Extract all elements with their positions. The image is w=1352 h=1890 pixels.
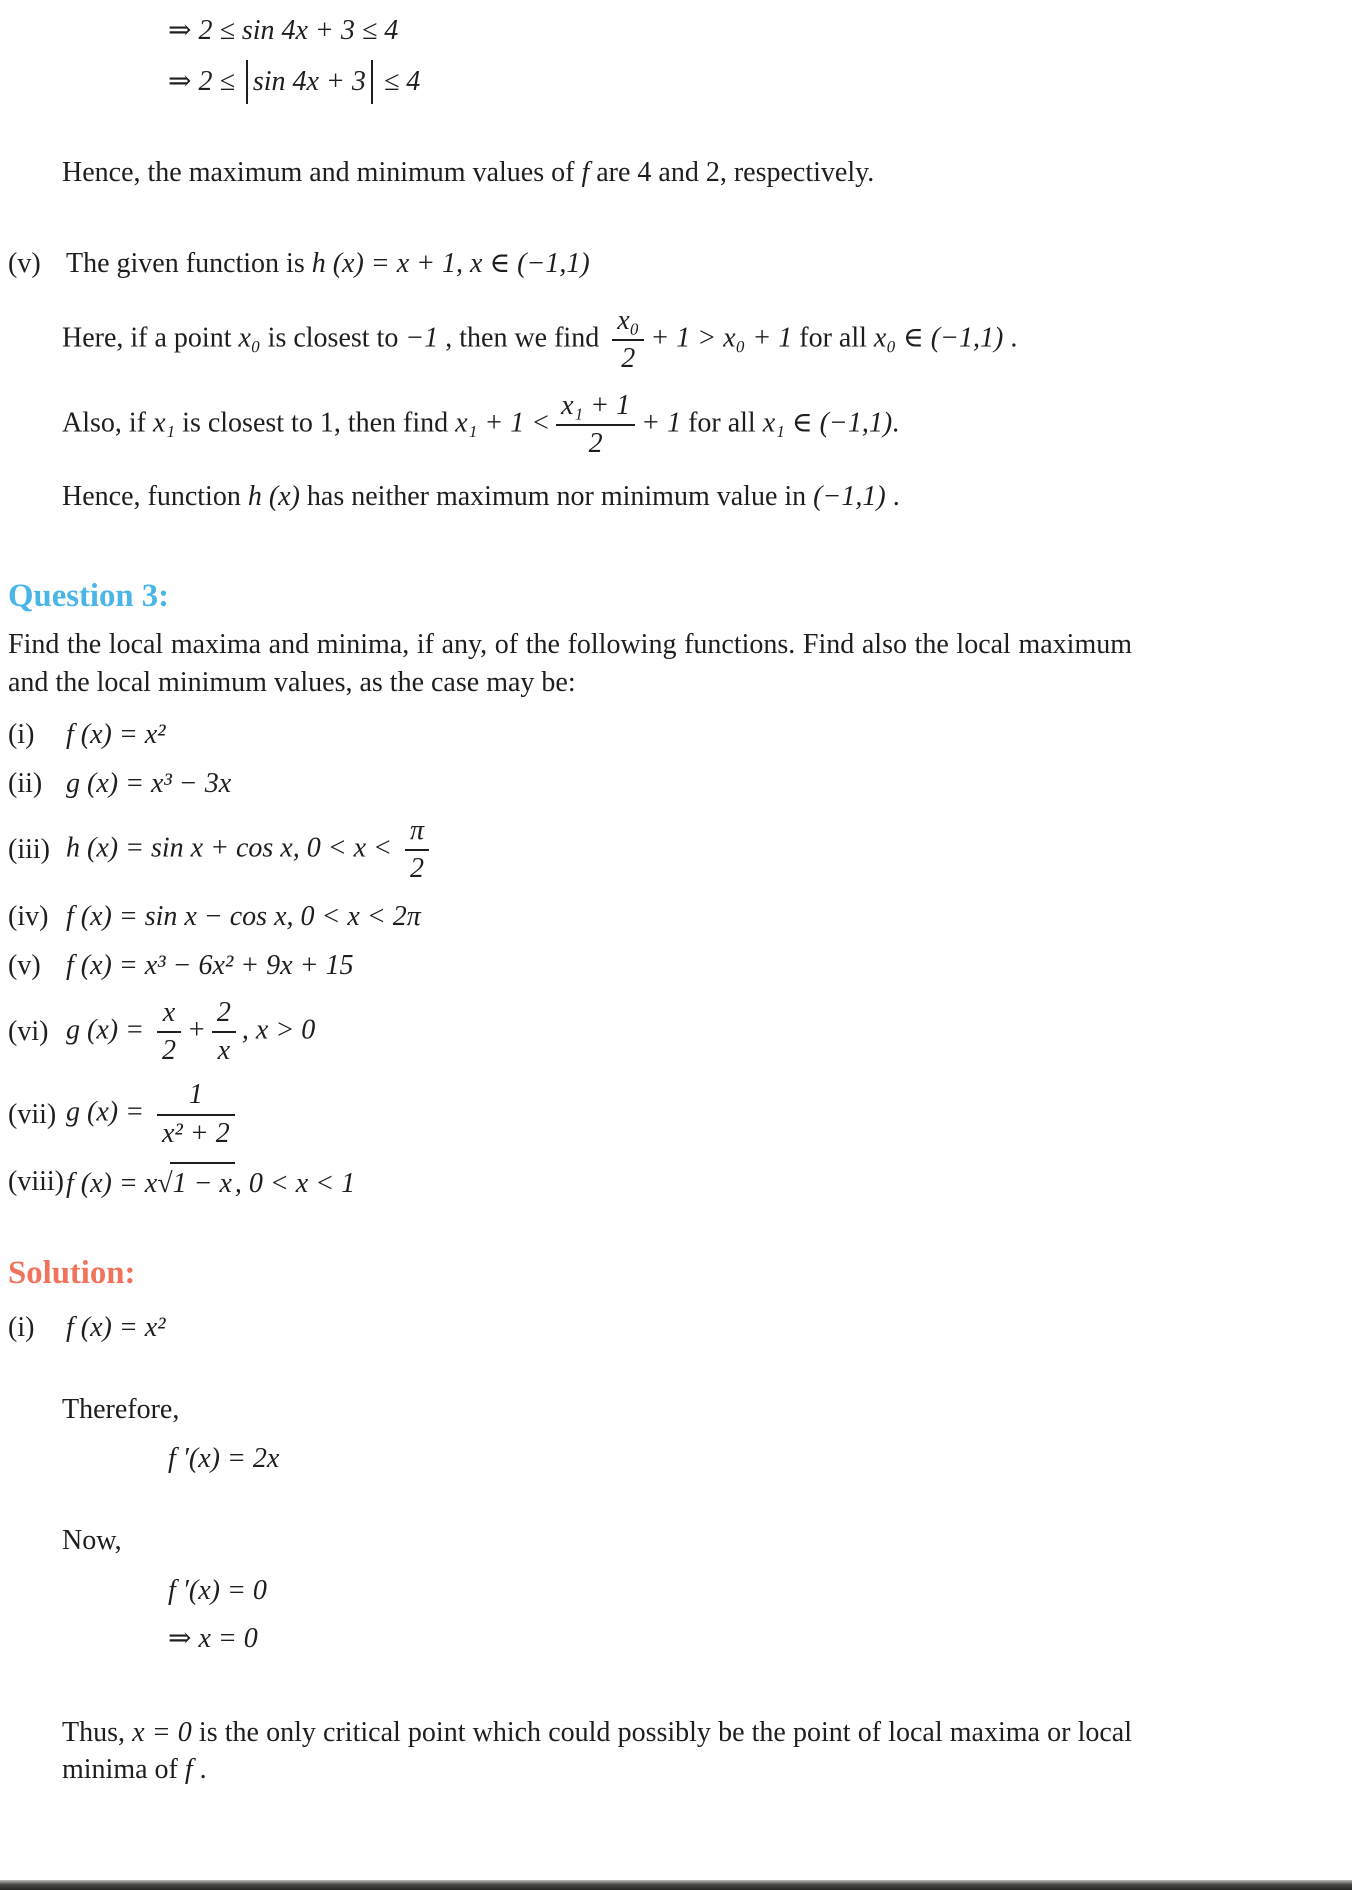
item-label: (viii) (8, 1166, 64, 1198)
fraction-numerator: 2 (212, 997, 236, 1033)
part-v-label: (v) (8, 248, 41, 280)
fraction (405, 815, 429, 885)
text-run: . (885, 480, 900, 512)
conclusion-max-min (62, 154, 1132, 192)
text-run: Hence, the maximum and minimum values of (62, 156, 582, 188)
text-run: Also, if (62, 407, 153, 439)
derivative-zero-formula: f ′(x) = 0 (168, 1575, 267, 1607)
item-label: (iii) (8, 834, 50, 866)
item-label: (ii) (8, 768, 43, 800)
math-hx: h (x) (247, 480, 300, 512)
item-formula (66, 1079, 1352, 1149)
fraction (556, 390, 635, 460)
text-run: Hence, function (62, 480, 248, 512)
math-plus-one: + 1 (641, 407, 682, 439)
part-v-given-row (8, 245, 1352, 283)
item-row-v (8, 947, 1352, 985)
implies-formula: ⇒ x = 0 (168, 1622, 258, 1654)
question-3-heading: Question 3: (8, 577, 170, 614)
item-label: (iv) (8, 900, 49, 932)
given-function-line (66, 245, 1352, 283)
fraction-denominator: x (217, 1035, 231, 1067)
inequality-1-text: ⇒ 2 ≤ sin 4x + 3 ≤ 4 (168, 15, 399, 46)
math-minus-one: −1 (405, 322, 439, 354)
item-formula (66, 997, 1352, 1067)
text-run: is the only critical point which could possibly be the point of local maxima or local minima of (62, 1716, 1132, 1786)
fraction (212, 997, 236, 1067)
text-run: The given function is (66, 248, 312, 280)
text-run: is closest to 1, then find (175, 407, 456, 439)
absolute-value-content: sin 4x + 3 (252, 65, 366, 97)
solution-item-label: (i) (8, 1311, 35, 1343)
item-formula: g (x) = x³ − 3x (66, 768, 232, 800)
math-interval: (−1,1) (813, 480, 886, 512)
fraction (612, 305, 644, 375)
now-label: Now, (62, 1525, 122, 1557)
text-run: , then we find (438, 322, 607, 354)
solution-item-row (8, 1309, 1352, 1347)
math-inequality-left: x₁ + 1 < (455, 407, 551, 439)
math-x0: x₀ (238, 322, 261, 354)
text-run: . (192, 1754, 207, 1786)
formula-post: , 0 < x < 1 (234, 1167, 356, 1199)
formula-pre: f (x) = x (66, 1167, 158, 1199)
item-label: (vi) (8, 1016, 49, 1048)
fraction (157, 1079, 235, 1149)
inequality-line-1 (168, 12, 1352, 50)
text-run: are 4 and 2, respectively. (589, 156, 875, 188)
square-root (157, 1162, 235, 1203)
formula-operator: + (186, 1014, 206, 1046)
item-row-i (8, 716, 1352, 754)
fraction-numerator: π (405, 815, 429, 851)
derivative-zero-line (168, 1572, 1352, 1610)
absolute-value (246, 60, 373, 104)
paragraph-closest-minus-one (62, 305, 1132, 375)
question-3-body: Find the local maxima and minima, if any, of the following functions. Find also the local maximum and the local minimum values, as the case may be: (8, 628, 1132, 698)
item-row-ii (8, 765, 1352, 803)
math-domain: x₀ ∈ (−1,1) (873, 322, 1004, 354)
item-label: (vii) (8, 1098, 57, 1130)
item-formula (66, 815, 1352, 885)
formula-post: , x > 0 (241, 1014, 316, 1046)
thus-paragraph (62, 1714, 1132, 1790)
item-formula: f (x) = sin x − cos x, 0 < x < 2π (66, 900, 421, 932)
implies-line (168, 1620, 1352, 1658)
item-label: (i) (8, 718, 35, 750)
item-row-vi (8, 997, 1352, 1067)
item-row-iv (8, 898, 1352, 936)
math-x-equals-zero: x = 0 (132, 1716, 192, 1748)
solution-heading: Solution: (8, 1254, 136, 1291)
solution-item-formula: f (x) = x² (66, 1311, 166, 1343)
item-formula: f (x) = x² (66, 718, 166, 750)
fraction-numerator: 1 (157, 1079, 235, 1115)
math-inequality: + 1 > x₀ + 1 (650, 322, 793, 354)
text-run: for all (681, 407, 763, 439)
math-f: f (581, 156, 590, 188)
inequality-2-pre: ⇒ 2 ≤ (168, 65, 242, 97)
fraction-denominator: 2 (588, 427, 603, 459)
text-run: for all (792, 322, 874, 354)
item-formula: f (x) = x³ − 6x² + 9x + 15 (66, 950, 354, 982)
item-formula (66, 1162, 1352, 1203)
inequality-line-2 (168, 60, 1352, 104)
radicand: 1 − x (170, 1162, 235, 1203)
fraction-denominator: x² + 2 (161, 1117, 230, 1149)
item-row-vii (8, 1079, 1352, 1149)
formula-pre: g (x) = (66, 1097, 151, 1129)
math-domain: x₁ ∈ (−1,1) (762, 407, 893, 439)
fraction-numerator: x₁ + 1 (556, 390, 635, 426)
text-run: has neither maximum nor minimum value in (299, 480, 814, 512)
radical-sign: √ (157, 1167, 173, 1199)
question-3-list (8, 716, 1352, 1203)
fraction-denominator: 2 (161, 1035, 176, 1067)
formula-pre: h (x) = sin x + cos x, 0 < x < (66, 832, 399, 864)
text-run: is closest to (260, 322, 406, 354)
text-run: . (1003, 322, 1018, 354)
math-h-definition: h (x) = x + 1, x ∈ (−1,1) (311, 248, 590, 280)
fraction (157, 997, 181, 1067)
text-run: Thus, (62, 1716, 133, 1748)
fraction-denominator: 2 (409, 853, 424, 885)
fraction-numerator: x (157, 997, 181, 1033)
fraction-denominator: 2 (621, 343, 636, 375)
paragraph-closest-one (62, 390, 1132, 460)
item-label: (v) (8, 950, 41, 982)
fraction-numerator: x₀ (612, 305, 644, 341)
top-derivation-block (168, 6, 1352, 104)
derivative-line (168, 1440, 1352, 1478)
math-f: f (184, 1754, 193, 1786)
inequality-2-post: ≤ 4 (376, 65, 421, 97)
text-run: . (892, 407, 900, 439)
item-row-viii (8, 1162, 1352, 1203)
formula-pre: g (x) = (66, 1014, 151, 1046)
therefore-label: Therefore, (62, 1393, 180, 1425)
math-x1: x₁ (153, 407, 176, 439)
page-edge-shadow (0, 1880, 1352, 1890)
text-run: Here, if a point (62, 322, 239, 354)
item-row-iii (8, 815, 1352, 885)
paragraph-no-extrema (62, 478, 1132, 516)
derivative-formula: f ′(x) = 2x (168, 1443, 280, 1475)
